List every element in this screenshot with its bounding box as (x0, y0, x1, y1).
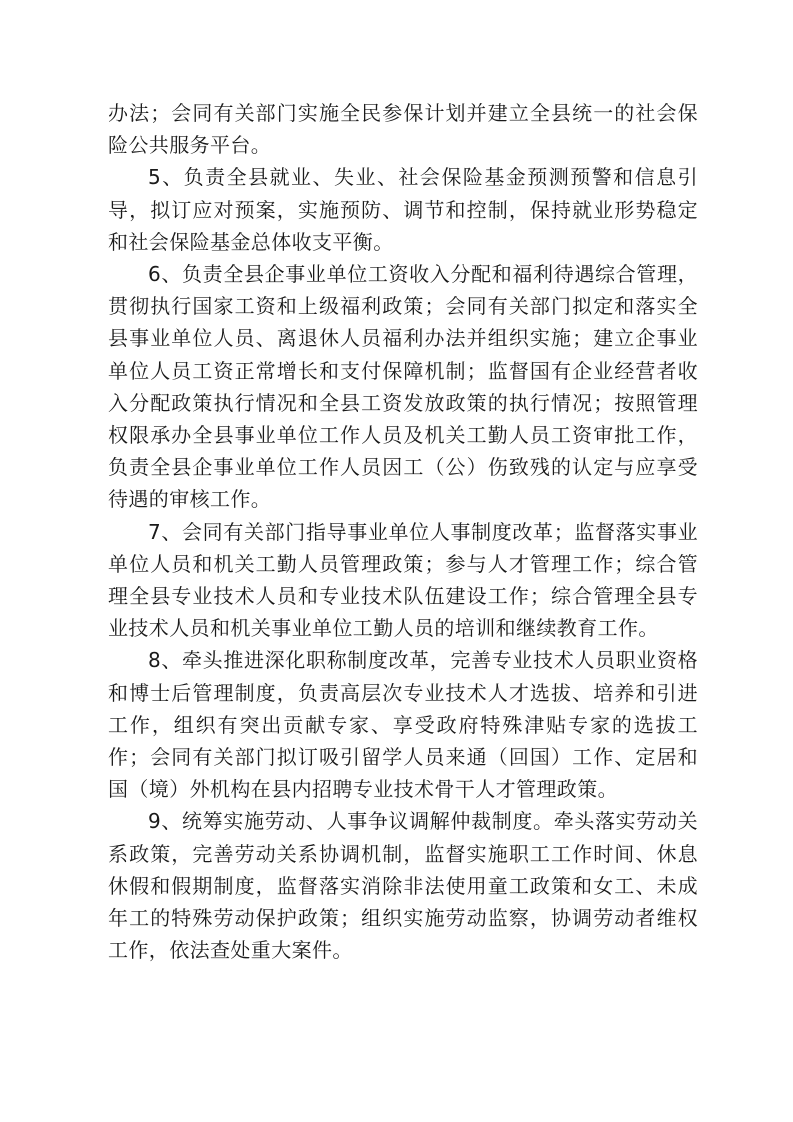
paragraph-item-9: 9、统筹实施劳动、人事争议调解仲裁制度。牵头落实劳动关系政策，完善劳动关系协调机制，监督实施职工工作时间、休息休假和假期制度，监督落实消除非法使用童工政策和女工、未成年工的特殊劳动保护政策；组织实施劳动监察，协调劳动者维权工作，依法查处重大案件。 (108, 809, 698, 963)
paragraph-item-6: 6、负责全县企事业单位工资收入分配和福利待遇综合管理，贯彻执行国家工资和上级福利政策；会同有关部门拟定和落实全县事业单位人员、离退休人员福利办法并组织实施；建立企事业单位人员工资正常增长和支付保障机制；监督国有企业经营者收入分配政策执行情况和全县工资发放政策的执行情况；按照管理权限承办全县事业单位工作人员及机关工勤人员工资审批工作，负责全县企事业单位工作人员因工（公）伤致残的认定与应享受待遇的审核工作。 (108, 262, 698, 512)
paragraph-item-7: 7、会同有关部门指导事业单位人事制度改革；监督落实事业单位人员和机关工勤人员管理政策；参与人才管理工作；综合管理全县专业技术人员和专业技术队伍建设工作；综合管理全县专业技术人员和机关事业单位工勤人员的培训和继续教育工作。 (108, 519, 698, 641)
document-body (108, 97, 698, 966)
paragraph-continuation: 办法；会同有关部门实施全民参保计划并建立全县统一的社会保险公共服务平台。 (108, 101, 698, 158)
paragraph-item-8: 8、牵头推进深化职称制度改革，完善专业技术人员职业资格和博士后管理制度，负责高层次专业技术人才选拔、培养和引进工作，组织有突出贡献专家、享受政府特殊津贴专家的选拔工作；会同有关部门拟订吸引留学人员来通（回国）工作、定居和国（境）外机构在县内招聘专业技术骨干人才管理政策。 (108, 648, 698, 802)
paragraph-item-5: 5、负责全县就业、失业、社会保险基金预测预警和信息引导，拟订应对预案，实施预防、调节和控制，保持就业形势稳定和社会保险基金总体收支平衡。 (108, 165, 698, 254)
